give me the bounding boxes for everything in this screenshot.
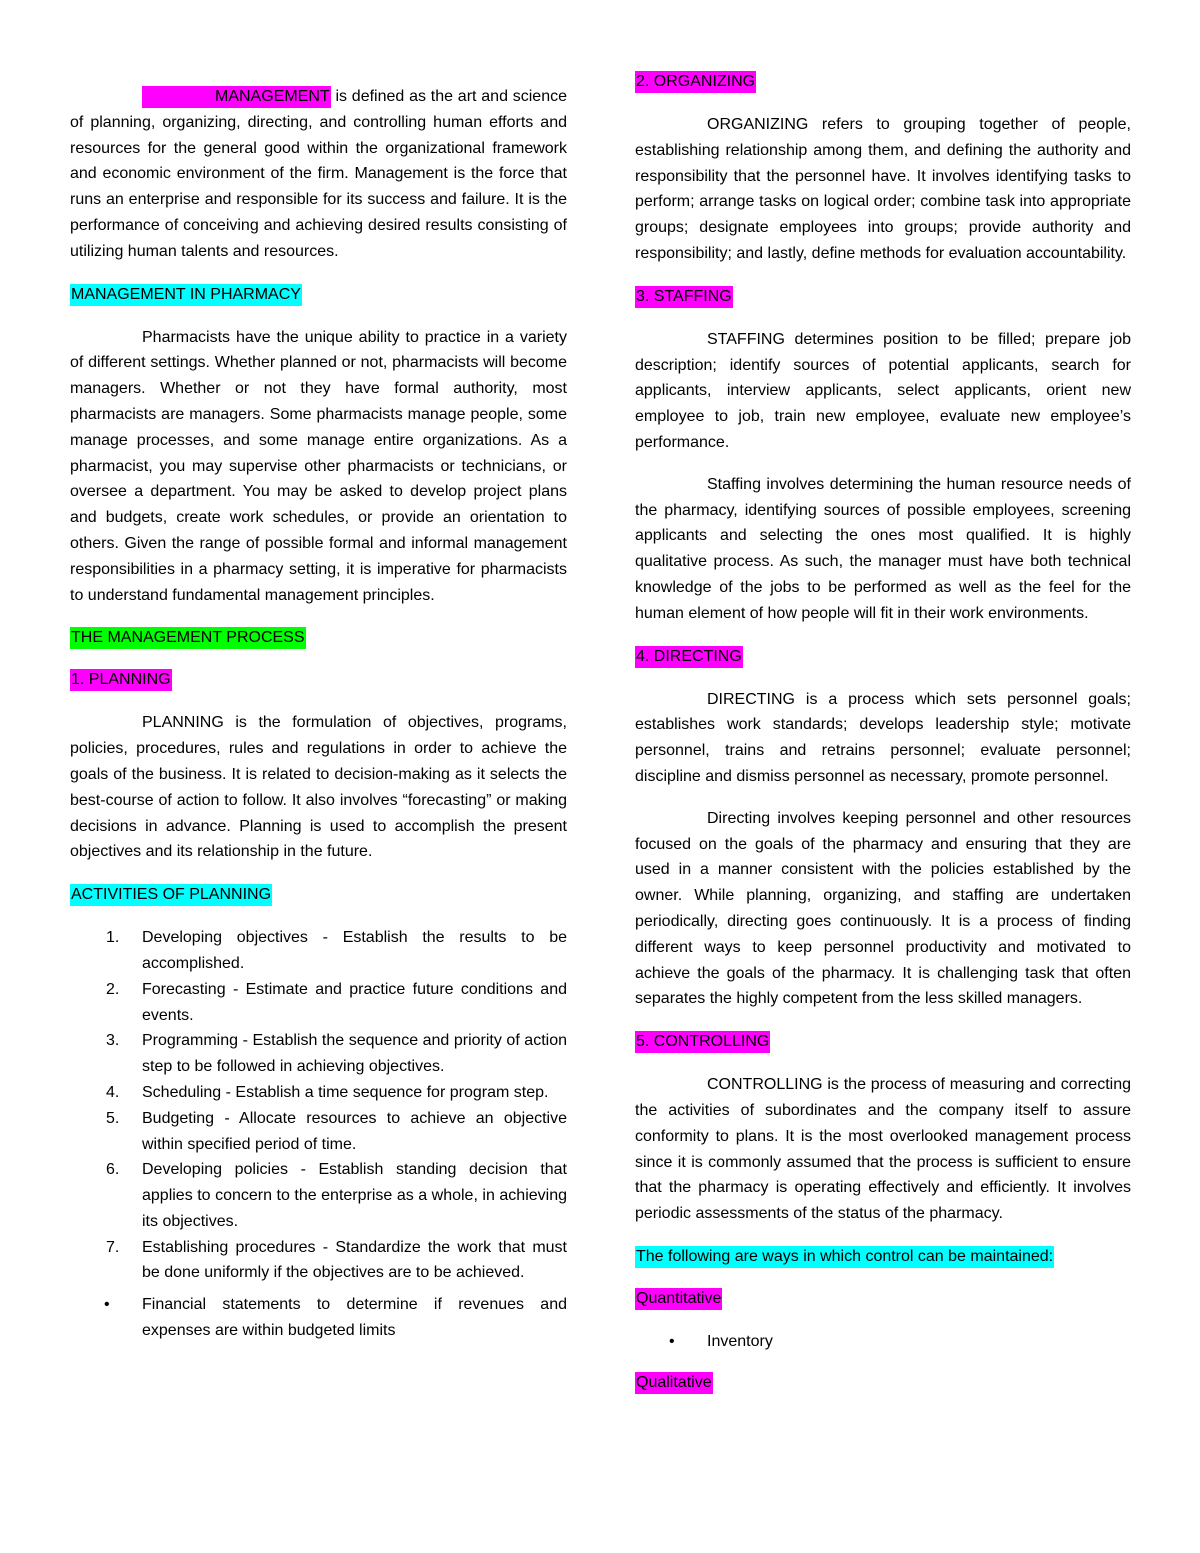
planning-text: is the formulation of objectives, programs, policies, procedures, rules and regulations in order to achieve the goals of the business. It is related to decision-making as it selects the best-course of action to follow. It also involves “forecasting” or making decisions in advance. Planning is used to accomplish the present objectives and its relationship in the future.	[70, 714, 567, 861]
planning-term: PLANNING	[142, 714, 224, 732]
heading-directing: 4. DIRECTING	[635, 646, 743, 668]
quantitative-list	[635, 1329, 1131, 1355]
management-definition	[70, 84, 567, 265]
list-item: 5. Budgeting - Allocate resources to achieve an objective within specified period of time.	[106, 1109, 567, 1153]
staffing-paragraph-1: STAFFING determines position to be filled; prepare job description; identify sources of potential applicants, search for applicants, interview applicants, select applicants, orient new employee to job, train new employee, evaluate new employee’s performance.	[635, 330, 1131, 451]
financial-bullet-list	[70, 1292, 567, 1344]
list-item: 1. Developing objectives - Establish the results to be accomplished.	[106, 929, 567, 972]
heading-management-process: THE MANAGEMENT PROCESS	[70, 627, 306, 649]
list-item: • Financial statements to determine if revenues and expenses are within budgeted limits	[70, 1292, 567, 1344]
heading-control-ways: The following are ways in which control can be maintained:	[635, 1246, 1054, 1268]
heading-staffing: 3. STAFFING	[635, 286, 733, 308]
directing-paragraph-2: Directing involves keeping personnel and other resources focused on the goals of the pharmacy and ensuring that they are used in a manner consistent with the policies established by the owner. While planning, organizing, and staffing are undertaken periodically, directing goes continuously. It is a process of finding different ways to keep personnel productivity and motivated to achieve the goals of the pharmacy. It is challenging task that often separates the highly competent from the less skilled managers.	[635, 809, 1131, 1008]
management-definition-text: is defined as the art and science of planning, organizing, directing, and controlling human efforts and resources for the general good within the organizational framework and economic environment of the firm. Management is the force that runs an enterprise and responsible for its success and failure. It is the performance of conceiving and achieving desired results consisting of utilizing human talents and resources.	[70, 88, 567, 260]
heading-controlling: 5. CONTROLLING	[635, 1031, 770, 1053]
heading-planning: 1. PLANNING	[70, 669, 172, 691]
planning-paragraph	[70, 710, 567, 865]
right-column	[635, 70, 1131, 1395]
list-item: 4. Scheduling - Establish a time sequence for program step.	[106, 1083, 549, 1101]
bullet-icon: •	[104, 1296, 110, 1314]
list-item: • Inventory	[635, 1329, 1131, 1355]
heading-qualitative: Qualitative	[635, 1372, 713, 1394]
heading-management-in-pharmacy: MANAGEMENT IN PHARMACY	[70, 284, 302, 306]
list-item: 3. Programming - Establish the sequence and priority of action step to be followed in achieving objectives.	[106, 1032, 567, 1076]
directing-paragraph-1: DIRECTING is a process which sets personnel goals; establishes work standards; develops leadership style; motivate personnel, trains and retrains personnel; evaluate personnel; discipline and dismiss personnel as necessary, promote personnel.	[635, 690, 1131, 785]
left-column	[70, 84, 567, 1344]
pharmacy-paragraph: Pharmacists have the unique ability to practice in a variety of different settings. Whether planned or not, pharmacists will become managers. Whether or not they have formal authority, most pharmacists are managers. Some pharmacists manage people, some manage processes, and some manage entire organizations. As a pharmacist, you may supervise other pharmacists or technicians, or oversee a department. You may be asked to develop project plans and budgets, create work schedules, or provide an orientation to others. Given the range of possible formal and informal management responsibilities in a pharmacy setting, it is imperative for pharmacists to understand fundamental management principles.	[70, 328, 567, 604]
bullet-icon: •	[669, 1332, 675, 1350]
list-item: 6. Developing policies - Establish standing decision that applies to concern to the enterprise as a whole, in achieving its objectives.	[106, 1161, 567, 1230]
management-term: MANAGEMENT	[142, 86, 331, 108]
activities-list	[70, 925, 567, 1286]
heading-quantitative: Quantitative	[635, 1288, 722, 1310]
organizing-paragraph: ORGANIZING refers to grouping together of people, establishing relationship among them, and defining the authority and responsibility that the personnel have. It involves identifying tasks to perform; arrange tasks on logical order; combine task into appropriate groups; designate employees into groups; provide authority and responsibility; and lastly, define methods for evaluation accountability.	[635, 116, 1131, 262]
heading-activities-of-planning: ACTIVITIES OF PLANNING	[70, 884, 272, 906]
list-item: 7. Establishing procedures - Standardize the work that must be done uniformly if the objectives are to be achieved.	[106, 1238, 567, 1282]
staffing-paragraph-2: Staffing involves determining the human resource needs of the pharmacy, identifying sources of possible employees, screening applicants and selecting the ones most qualified. It is highly qualitative process. As such, the manager must have both technical knowledge of the jobs to be performed as well as the feel for the human element of how people will fit in their work environments.	[635, 475, 1131, 622]
heading-organizing: 2. ORGANIZING	[635, 71, 756, 93]
list-item: 2. Forecasting - Estimate and practice future conditions and events.	[106, 980, 567, 1024]
controlling-paragraph: CONTROLLING is the process of measuring and correcting the activities of subordinates and the company itself to assure conformity to plans. It is the most overlooked management process since it is commonly assumed that the process is sufficient to ensure that the pharmacy is operating effectively and efficiently. It involves periodic assessments of the status of the pharmacy.	[635, 1076, 1131, 1223]
